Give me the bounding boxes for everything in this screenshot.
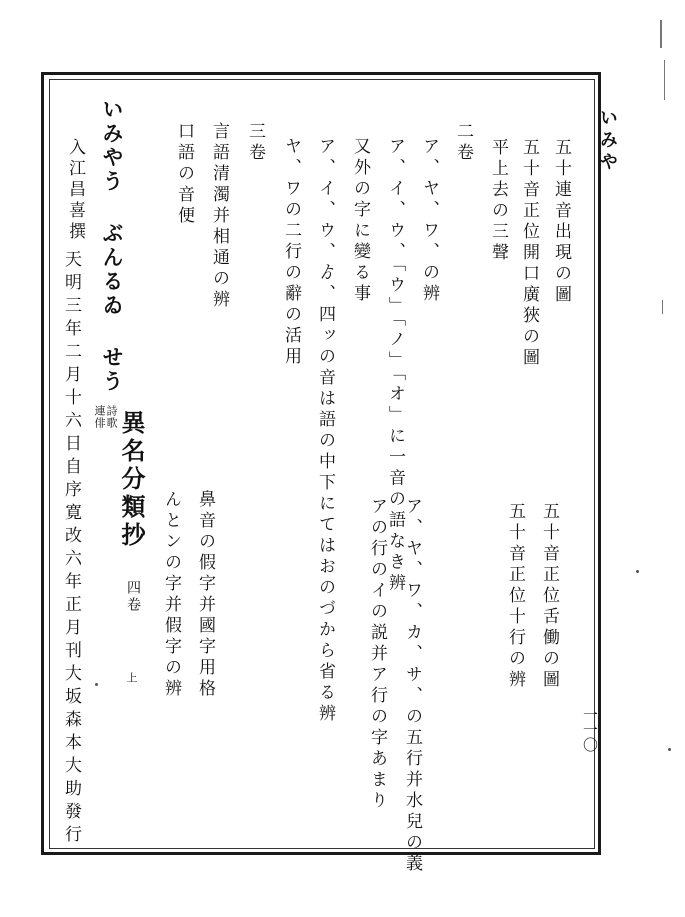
volume-label: 三卷 — [245, 122, 265, 164]
scan-mark — [664, 60, 665, 100]
genre-annotation-top: 詩歌 — [105, 405, 118, 429]
toc-subitem: アの行のイの説并ア行の字あまり — [367, 497, 387, 812]
scan-mark — [662, 300, 663, 314]
toc-item: ア、ヤ、ワ、の辨 — [419, 137, 439, 305]
toc-subitem: 五十音正位舌働の圖 — [539, 502, 559, 691]
running-header: いみや — [597, 108, 618, 174]
toc-item: 又外の字に變る事 — [350, 137, 370, 305]
toc-subitem: ア、ヤ、ワ、カ、サ、の五行并水兒の義 — [402, 497, 422, 875]
publication-info: 天明三年二月十六日自序寛改六年正月刊大坂森本大助發行 — [61, 250, 81, 848]
page-number: 一一〇 — [581, 707, 599, 752]
toc-subitem: んとンの字并假字の辨 — [161, 490, 181, 700]
book-main-title: 異名分類抄 — [117, 410, 146, 550]
toc-item: 口語の音便 — [174, 122, 194, 227]
speck — [95, 683, 98, 686]
genre-annotation-bottom: 連俳 — [93, 405, 106, 429]
book-title-reading: いみやう ぶんるゐ せう — [100, 98, 125, 394]
speck — [668, 748, 671, 751]
toc-item: 五十連音出現の圖 — [551, 138, 571, 306]
toc-item: 五十音正位開口廣狹の圖 — [519, 138, 539, 369]
book-author: 入江昌喜撰 — [65, 138, 85, 243]
toc-item: ヤ、ワの二行の辭の活用 — [281, 137, 301, 368]
speck — [636, 570, 639, 573]
toc-item: ア、イ、ウ、「ウ」「ノ」「オ」に一音の語なき辨 — [385, 137, 405, 595]
toc-subitem: 鼻音の假字并國字用格 — [195, 490, 215, 700]
note-mark: 上 — [125, 672, 138, 684]
volume-label: 二卷 — [453, 122, 473, 164]
toc-item: 言語清濁并相通の辨 — [209, 122, 229, 311]
toc-item: ア、イ、ウ、ゟ、四ッの音は語の中下にてはおのづから省る辨 — [315, 137, 335, 725]
scan-mark — [660, 20, 662, 48]
toc-item: 平上去の三聲 — [488, 138, 508, 264]
book-volumes: 四卷 — [125, 580, 141, 614]
toc-subitem: 五十音正位十行の辨 — [505, 502, 525, 691]
